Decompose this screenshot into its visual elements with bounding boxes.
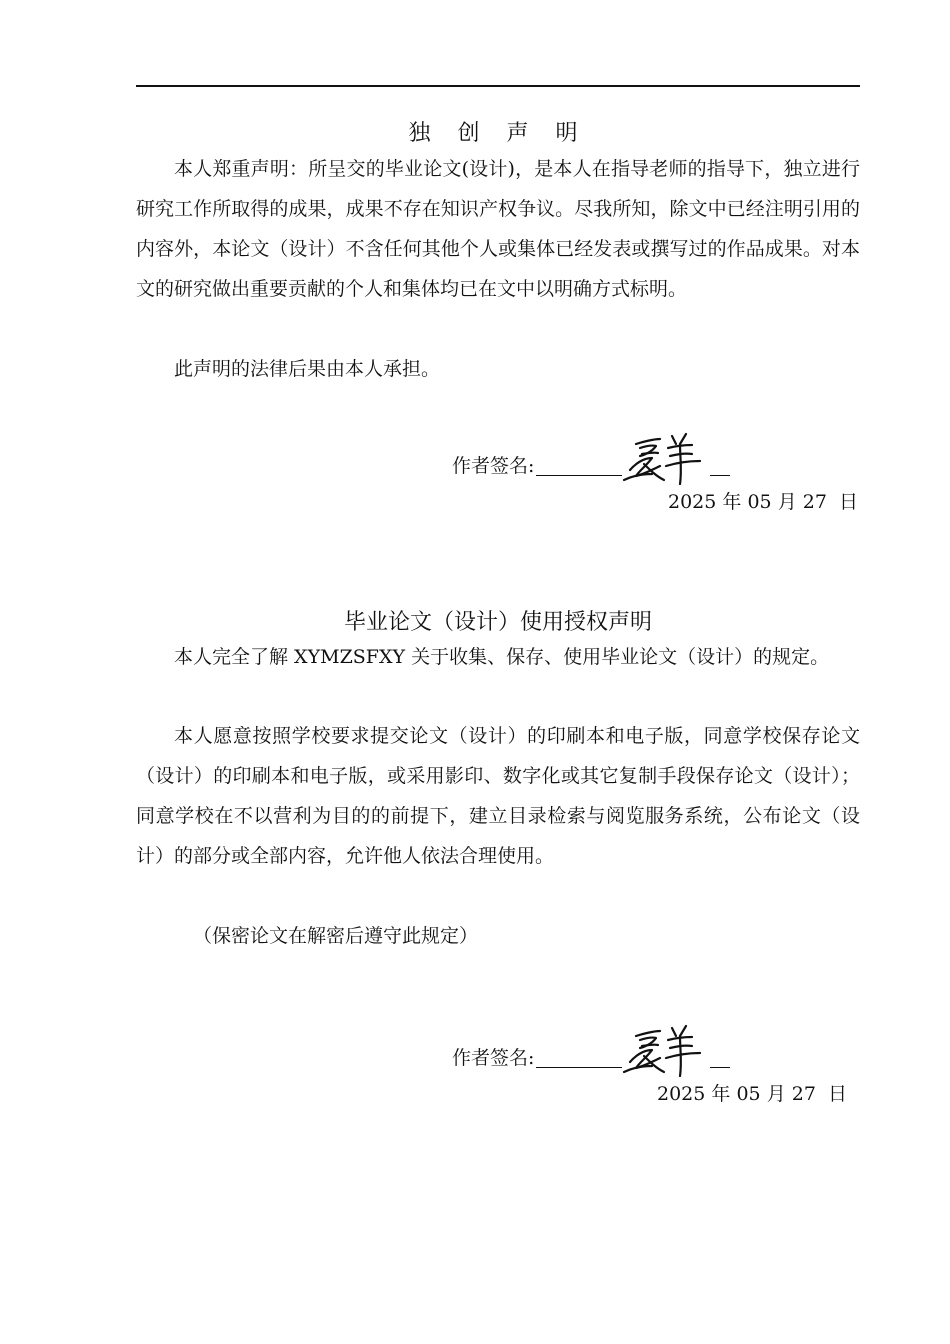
signature-blank bbox=[536, 449, 622, 476]
date-day: 27 bbox=[802, 491, 827, 513]
declaration-title: 独 创 声 明 bbox=[408, 121, 588, 146]
header-rule bbox=[136, 85, 860, 87]
authorization-title: 毕业论文（设计）使用授权声明 bbox=[343, 610, 652, 635]
authorization-date bbox=[657, 1074, 847, 1114]
authorization-signature-line bbox=[452, 1028, 730, 1068]
date-month-unit: 月 bbox=[766, 1083, 786, 1105]
date-day-unit: 日 bbox=[828, 1083, 848, 1105]
date-month-unit: 月 bbox=[777, 491, 797, 513]
declaration-date bbox=[668, 482, 858, 522]
date-month: 05 bbox=[736, 1083, 761, 1105]
date-year-unit: 年 bbox=[711, 1083, 731, 1105]
date-year: 2025 bbox=[668, 491, 717, 513]
date-day-unit: 日 bbox=[839, 491, 859, 513]
confidential-note: （保密论文在解密后遵守此规定） bbox=[193, 925, 479, 947]
signature-tail bbox=[710, 449, 730, 476]
signature-tail bbox=[710, 1041, 730, 1068]
declaration-liability: 此声明的法律后果由本人承担。 bbox=[174, 358, 441, 380]
date-month: 05 bbox=[747, 491, 772, 513]
signature-label: 作者签名: bbox=[452, 1047, 535, 1069]
date-year-unit: 年 bbox=[722, 491, 742, 513]
declaration-paragraph: 本人郑重声明：所呈交的毕业论文(设计)，是本人在指导老师的指导下，独立进行研究工作所取得的成果，成果不存在知识产权争议。尽我所知，除文中已经注明引用的内容外，本论文（设计）不含任何其他个人或集体已经发表或撰写过的作品成果。对本文的研究做出重要贡献的个人和集体均已在文中以明确方式标明。 bbox=[136, 158, 860, 300]
signature-label: 作者签名: bbox=[452, 455, 535, 477]
authorization-paragraph-1: 本人完全了解 XYMZSFXY 关于收集、保存、使用毕业论文（设计）的规定。 bbox=[174, 646, 830, 668]
signature-blank bbox=[536, 1041, 622, 1068]
date-day: 27 bbox=[791, 1083, 816, 1105]
authorization-paragraph-2: 本人愿意按照学校要求提交论文（设计）的印刷本和电子版，同意学校保存论文（设计）的印刷本和电子版，或采用影印、数字化或其它复制手段保存论文（设计）；同意学校在不以营利为目的的前提下，建立目录检索与阅览服务系统，公布论文（设计）的部分或全部内容，允许他人依法合理使用。 bbox=[136, 725, 860, 867]
declaration-signature-line bbox=[452, 436, 730, 476]
date-year: 2025 bbox=[657, 1083, 706, 1105]
